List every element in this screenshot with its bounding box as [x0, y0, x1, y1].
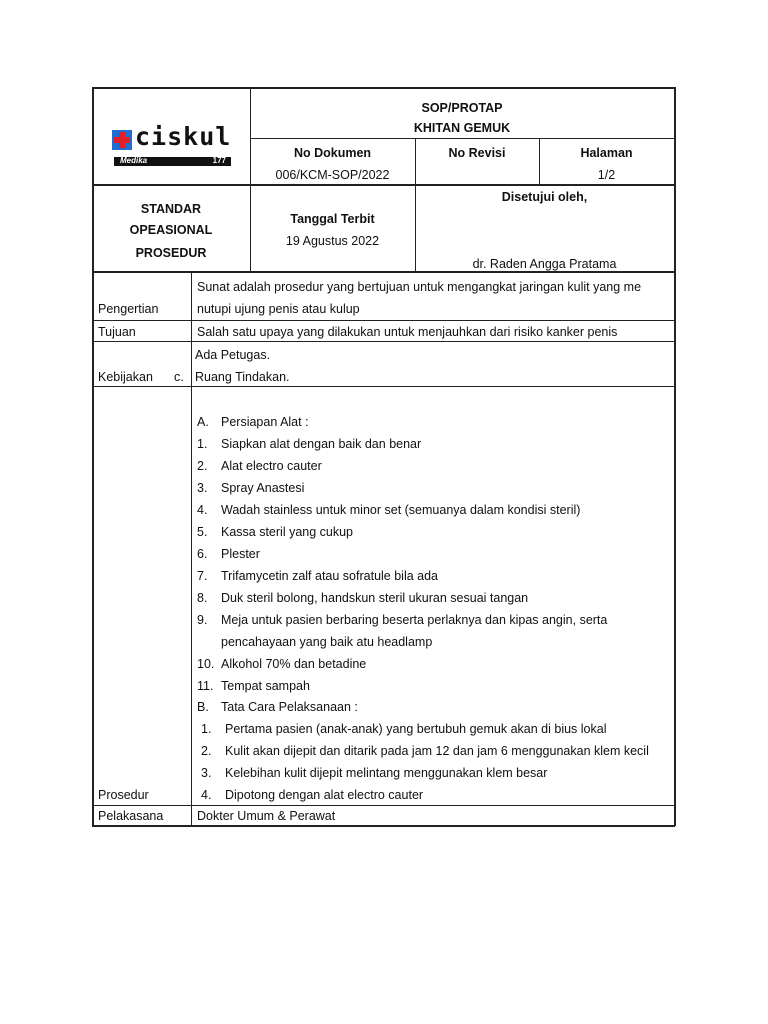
header-divider-main	[92, 184, 675, 186]
logo-wordmark: ciskul	[135, 122, 232, 151]
list-item: Duk steril bolong, handskun steril ukuran sesuai tangan	[221, 591, 529, 605]
tujuan-label: Tujuan	[98, 325, 136, 339]
list-item: Alkohol 70% dan betadine	[221, 657, 367, 671]
halaman-value: 1/2	[597, 168, 616, 182]
list-item: Wadah stainless untuk minor set (semuanya dalam kondisi steril)	[221, 503, 581, 517]
disetujui-label: Disetujui oleh,	[501, 190, 588, 204]
halaman-label: Halaman	[580, 146, 633, 160]
list-item: Dipotong dengan alat electro cauter	[225, 788, 424, 802]
kebijakan-text-line1: Ada Petugas.	[195, 348, 271, 362]
section-a-title: Persiapan Alat :	[221, 415, 309, 429]
tanggal-terbit-value: 19 Agustus 2022	[285, 234, 380, 248]
list-item-number: 3.	[201, 766, 212, 780]
list-item: Kulit akan dijepit dan ditarik pada jam 12 dan jam 6 menggunakan klem kecil	[225, 744, 649, 758]
pengertian-text-line1: Sunat adalah prosedur yang bertujuan untuk mengangkat jaringan kulit yang me	[197, 280, 642, 294]
row-divider-pengertian	[92, 320, 675, 321]
list-item-number: 9.	[197, 613, 208, 627]
pengertian-text-line2: nutupi ujung penis atau kulup	[197, 302, 360, 316]
list-item: Alat electro cauter	[221, 459, 322, 473]
medical-cross-icon	[112, 130, 132, 150]
list-item-number: 10.	[197, 657, 215, 671]
disetujui-name: dr. Raden Angga Pratama	[472, 257, 617, 271]
tanggal-terbit-label: Tanggal Terbit	[290, 212, 375, 226]
logo-sub-text: Medika	[120, 156, 148, 165]
kebijakan-text-line2: Ruang Tindakan.	[195, 370, 290, 384]
section-a-marker: A.	[197, 415, 209, 429]
row-divider-prosedur	[92, 805, 675, 806]
header-divider-title	[250, 138, 674, 139]
list-item: Trifamycetin zalf atau sofratule bila ada	[221, 569, 439, 583]
section-b-title: Tata Cara Pelaksanaan :	[221, 700, 358, 714]
list-item: Siapkan alat dengan baik dan benar	[221, 437, 422, 451]
table-border-left	[92, 87, 94, 826]
table-border-bottom	[92, 825, 675, 827]
pelaksana-label: Pelakasana	[98, 809, 164, 823]
list-item: Kassa steril yang cukup	[221, 525, 354, 539]
doc-title-line2: KHITAN GEMUK	[413, 121, 511, 135]
list-item: Spray Anastesi	[221, 481, 305, 495]
row-divider-kebijakan	[92, 386, 675, 387]
list-item-number: 7.	[197, 569, 208, 583]
list-item-number: 2.	[197, 459, 208, 473]
list-item-number: 5.	[197, 525, 208, 539]
table-border-top	[92, 87, 675, 89]
section-b-marker: B.	[197, 700, 209, 714]
pelaksana-text: Dokter Umum & Perawat	[197, 809, 336, 823]
no-dokumen-label: No Dokumen	[293, 146, 372, 160]
pengertian-label: Pengertian	[98, 302, 159, 316]
logo-sub-number: 177	[212, 156, 226, 165]
list-item-number: 11.	[197, 679, 214, 693]
kebijakan-list-marker: c.	[174, 370, 184, 384]
list-item-number: 1.	[197, 437, 208, 451]
sop-label-line2: OPEASIONAL	[129, 223, 213, 237]
list-item-number: 6.	[197, 547, 208, 561]
list-item: Tempat sampah	[221, 679, 310, 693]
list-item-number: 4.	[197, 503, 208, 517]
label-column-divider	[191, 271, 192, 826]
list-item: Kelebihan kulit dijepit melintang menggunakan klem besar	[225, 766, 548, 780]
list-item: pencahayaan yang baik atu headlamp	[221, 635, 433, 649]
no-revisi-label: No Revisi	[448, 146, 506, 160]
tujuan-text: Salah satu upaya yang dilakukan untuk menjauhkan dari risiko kanker penis	[197, 325, 618, 339]
row-divider-tujuan	[92, 341, 675, 342]
list-item: Meja untuk pasien berbaring beserta perlaknya dan kipas angin, serta	[221, 613, 608, 627]
kebijakan-label: Kebijakan	[98, 370, 153, 384]
list-item-number: 4.	[201, 788, 212, 802]
table-border-right	[674, 87, 676, 826]
sop-label-line1: STANDAR	[140, 202, 202, 216]
no-dokumen-value: 006/KCM-SOP/2022	[275, 168, 390, 182]
list-item: Pertama pasien (anak-anak) yang bertubuh gemuk akan di bius lokal	[225, 722, 607, 736]
list-item-number: 8.	[197, 591, 208, 605]
logo-subbar	[114, 157, 231, 166]
logo	[112, 122, 234, 168]
list-item-number: 2.	[201, 744, 212, 758]
prosedur-label: Prosedur	[98, 788, 149, 802]
list-item-number: 3.	[197, 481, 208, 495]
list-item: Plester	[221, 547, 260, 561]
doc-title-line1: SOP/PROTAP	[421, 101, 503, 115]
list-item-number: 1.	[201, 722, 212, 736]
sop-label-line3: PROSEDUR	[135, 246, 207, 260]
